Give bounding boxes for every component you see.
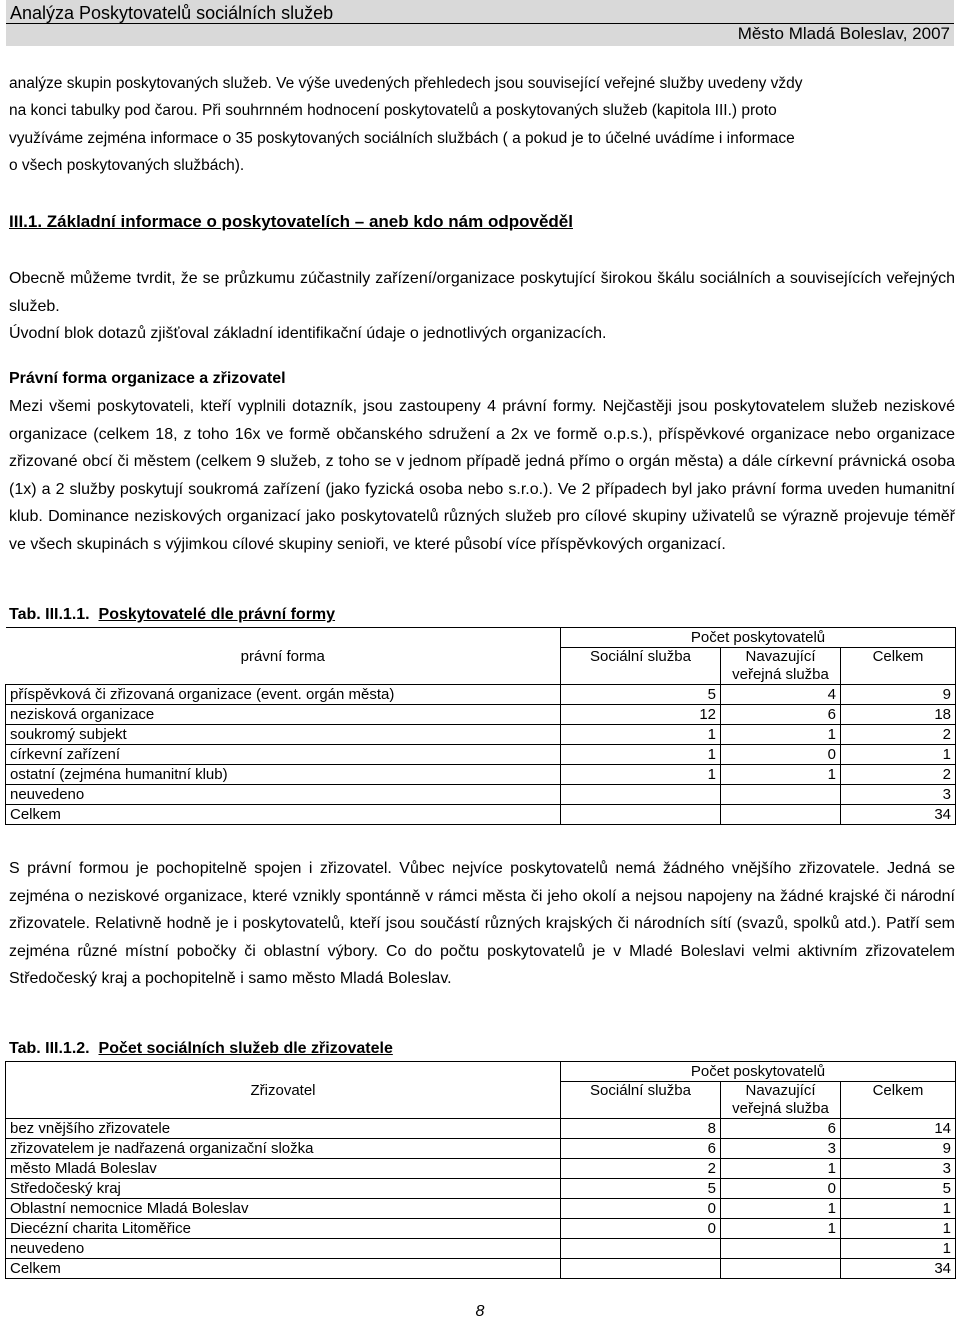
- cell-label: neuvedeno: [6, 785, 561, 805]
- cell-related: [721, 1259, 841, 1279]
- table2-col-social: Sociální služba: [561, 1082, 721, 1119]
- table-row: [6, 1179, 956, 1199]
- table2-group-header: Počet poskytovatelů: [561, 1062, 956, 1082]
- cell-related: 1: [721, 1219, 841, 1239]
- table1-col-social: Sociální služba: [561, 648, 721, 685]
- table-legal-form: [5, 627, 956, 825]
- cell-social: 12: [561, 705, 721, 725]
- cell-total: 2: [841, 725, 956, 745]
- cell-label: Středočeský kraj: [6, 1179, 561, 1199]
- cell-total: 14: [841, 1119, 956, 1139]
- table2-row-header: Zřizovatel: [6, 1062, 561, 1119]
- cell-social: 5: [561, 1179, 721, 1199]
- paragraph-overview: Obecně můžeme tvrdit, že se průzkumu zúčastnily zařízení/organizace poskytující širokou škálu sociálních a souvisejících veřejných služeb.: [9, 270, 955, 315]
- cell-related: 3: [721, 1139, 841, 1159]
- intro-line-4: o všech poskytovaných službách).: [9, 157, 245, 174]
- cell-related: [721, 805, 841, 825]
- table-row: [6, 1219, 956, 1239]
- table-row: [6, 1139, 956, 1159]
- cell-related: [721, 785, 841, 805]
- table-row: [6, 785, 956, 805]
- table-row: [6, 725, 956, 745]
- intro-line-3: využíváme zejména informace o 35 poskytovaných sociálních službách ( a pokud je to účelné uvádíme i informace: [9, 130, 795, 147]
- cell-related: 6: [721, 705, 841, 725]
- cell-total: 18: [841, 705, 956, 725]
- cell-label: příspěvková či zřizovaná organizace (event. orgán města): [6, 685, 561, 705]
- cell-total: 34: [841, 1259, 956, 1279]
- table1-col-related: Navazující veřejná služba: [721, 648, 841, 685]
- cell-total: 1: [841, 1199, 956, 1219]
- cell-label: ostatní (zejména humanitní klub): [6, 765, 561, 785]
- subheading-legal-form: Právní forma organizace a zřizovatel: [9, 370, 286, 387]
- cell-total: 9: [841, 1139, 956, 1159]
- cell-total: 2: [841, 765, 956, 785]
- table-founder: [5, 1061, 956, 1279]
- table1-row-header: právní forma: [6, 628, 561, 685]
- page-number: 8: [475, 1303, 485, 1320]
- table-row: [6, 1199, 956, 1219]
- cell-label: Oblastní nemocnice Mladá Boleslav: [6, 1199, 561, 1219]
- intro-line-2: na konci tabulky pod čarou. Při souhrnném hodnocení poskytovatelů a poskytovaných služeb (kapitola III.) proto: [9, 102, 777, 119]
- cell-total: 3: [841, 1159, 956, 1179]
- cell-label: Diecézní charita Litoměřice: [6, 1219, 561, 1239]
- cell-related: 6: [721, 1119, 841, 1139]
- cell-related: 1: [721, 1199, 841, 1219]
- cell-label: soukromý subjekt: [6, 725, 561, 745]
- cell-label: město Mladá Boleslav: [6, 1159, 561, 1179]
- cell-label: Celkem: [6, 805, 561, 825]
- page-header: [6, 0, 954, 46]
- cell-label: církevní zařízení: [6, 745, 561, 765]
- header-title: Analýza Poskytovatelů sociálních služeb: [10, 3, 334, 23]
- cell-related: 1: [721, 1159, 841, 1179]
- table1-caption-number: Tab. III.1.1.: [9, 606, 90, 623]
- table1-caption: [9, 606, 335, 624]
- table2-caption: [9, 1040, 393, 1058]
- paragraph-founders: S právní formou je pochopitelně spojen i zřizovatel. Vůbec nejvíce poskytovatelů nemá žádného vnějšího zřizovatele. Jedná se zejména o neziskové organizace, které vznikly spontánně v rámci města či jeho okolí a nejsou napojeny na žádné krajské či národní zřizovatele. Relativně hodně je i poskytovatelů, kteří jsou součástí různých krajských či národních sítí (svazů, spolků atd.). Patří sem zejména různé místní pobočky či oblastní výbory. Co do počtu poskytovatelů je v Mladé Boleslavi velmi aktivním zřizovatelem Středočeský kraj a pochopitelně i samo město Mladá Boleslav.: [9, 860, 955, 987]
- cell-total: 3: [841, 785, 956, 805]
- header-city-year: Město Mladá Boleslav, 2007: [737, 24, 950, 43]
- table2-col-total: Celkem: [841, 1082, 956, 1119]
- table-row: [6, 1119, 956, 1139]
- cell-social: 5: [561, 685, 721, 705]
- table-row: [6, 745, 956, 765]
- table-row: [6, 705, 956, 725]
- table-row: [6, 805, 956, 825]
- cell-related: 1: [721, 725, 841, 745]
- cell-social: 8: [561, 1119, 721, 1139]
- table-row: [6, 685, 956, 705]
- cell-total: 34: [841, 805, 956, 825]
- section-heading: III.1. Základní informace o poskytovatelích – aneb kdo nám odpověděl: [9, 212, 573, 231]
- cell-label: neuvedeno: [6, 1239, 561, 1259]
- cell-related: 4: [721, 685, 841, 705]
- table2-col-related: Navazující veřejná služba: [721, 1082, 841, 1119]
- cell-social: [561, 805, 721, 825]
- cell-label: bez vnějšího zřizovatele: [6, 1119, 561, 1139]
- table1-caption-title: Poskytovatelé dle právní formy: [98, 606, 336, 623]
- table1-col-total: Celkem: [841, 648, 956, 685]
- paragraph-intro-block: Úvodní blok dotazů zjišťoval základní identifikační údaje o jednotlivých organizacích.: [9, 325, 607, 342]
- cell-social: [561, 785, 721, 805]
- cell-label: Celkem: [6, 1259, 561, 1279]
- cell-total: 9: [841, 685, 956, 705]
- table2-caption-number: Tab. III.1.2.: [9, 1040, 90, 1057]
- cell-total: 5: [841, 1179, 956, 1199]
- table-row: [6, 765, 956, 785]
- cell-related: 0: [721, 745, 841, 765]
- cell-social: [561, 1239, 721, 1259]
- cell-social: 6: [561, 1139, 721, 1159]
- cell-label: nezisková organizace: [6, 705, 561, 725]
- table1-group-header: Počet poskytovatelů: [561, 628, 956, 648]
- cell-social: 2: [561, 1159, 721, 1179]
- paragraph-legal-forms: Mezi všemi poskytovateli, kteří vyplnili dotazník, jsou zastoupeny 4 právní formy. Nejčastěji jsou poskytovatelem služeb neziskové organizace (celkem 18, z toho 16x ve formě občanského sdružení a 2x ve formě o.p.s.), příspěvkové organizace nebo organizace zřizované obcí či městem (celkem 9 služeb, z toho se v jednom případě jedná přímo o orgán města) a dále církevní právnická osoba (1x) a 2 služby poskytují soukromá zařízení (jako fyzická osoba nebo s.r.o.). Ve 2 případech byl jako právní forma uveden humanitní klub. Dominance neziskových organizací jako poskytovatelů různých služeb pro cílové skupiny uživatelů se výrazně projevuje téměř ve všech skupinách s výjimkou cílové skupiny senioři, ve které působí více příspěvkových organizací.: [9, 398, 955, 553]
- table-row: [6, 1259, 956, 1279]
- cell-total: 1: [841, 1239, 956, 1259]
- cell-total: 1: [841, 745, 956, 765]
- cell-related: 0: [721, 1179, 841, 1199]
- cell-social: 1: [561, 745, 721, 765]
- cell-total: 1: [841, 1219, 956, 1239]
- cell-label: zřizovatelem je nadřazená organizační složka: [6, 1139, 561, 1159]
- cell-social: 1: [561, 765, 721, 785]
- cell-social: [561, 1259, 721, 1279]
- intro-line-1: analýze skupin poskytovaných služeb. Ve výše uvedených přehledech jsou související veřejné služby uvedeny vždy: [9, 75, 803, 92]
- cell-related: 1: [721, 765, 841, 785]
- cell-social: 0: [561, 1219, 721, 1239]
- cell-related: [721, 1239, 841, 1259]
- table2-caption-title: Počet sociálních služeb dle zřizovatele: [98, 1040, 393, 1057]
- table-row: [6, 1239, 956, 1259]
- table-row: [6, 1159, 956, 1179]
- cell-social: 1: [561, 725, 721, 745]
- cell-social: 0: [561, 1199, 721, 1219]
